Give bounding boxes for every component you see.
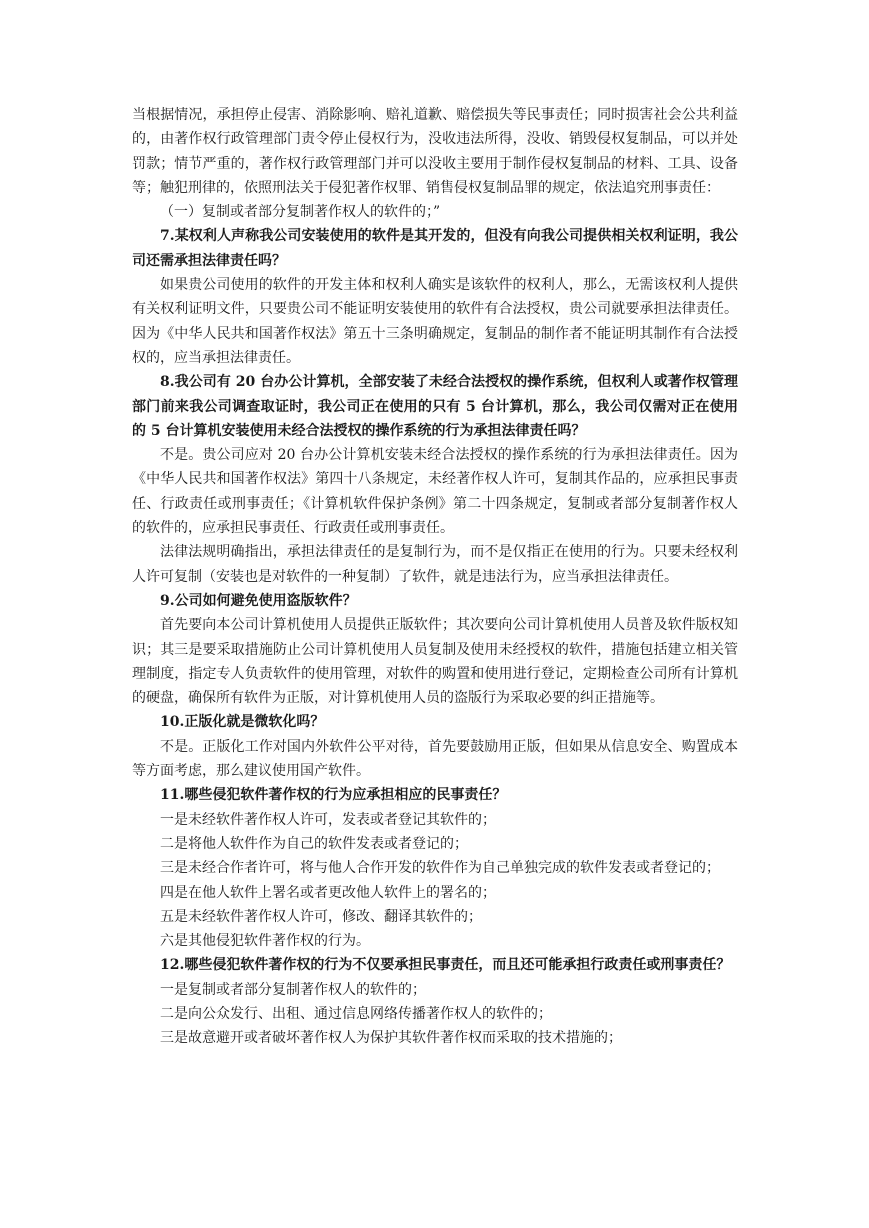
answer-8-part-1: 不是。贵公司应对 20 台办公计算机安装未经合法授权的操作系统的行为承担法律责任。因为《中华人民共和国著作权法》第四十八条规定，未经著作权人许可，复制其作品的，应承担民事责任、行政责任或刑事责任；《计算机软件保护条例》第二十四条规定，复制或者部分复制著作权人的软件的，应承担民事责任、行政责任或刑事责任。 xyxy=(132,447,738,537)
answer-11-item-2: 二是将他人软件作为自己的软件发表或者登记的； xyxy=(160,835,468,852)
answer-11-item-3: 三是未经合作者许可，将与他人合作开发的软件作为自己单独完成的软件发表或者登记的； xyxy=(160,860,720,877)
answer-11-item-6: 六是其他侵犯软件著作权的行为。 xyxy=(160,933,370,950)
question-12: 12.哪些侵犯软件著作权的行为不仅要承担民事责任，而且还可能承担行政责任或刑事责任？ xyxy=(160,957,731,974)
document-page xyxy=(132,103,738,1051)
answer-11-item-1: 一是未经软件著作权人许可，发表或者登记其软件的； xyxy=(160,811,496,828)
answer-11-item-4: 四是在他人软件上署名或者更改他人软件上的署名的； xyxy=(160,884,496,901)
answer-10: 不是。正版化工作对国内外软件公平对待，首先要鼓励用正版，但如果从信息安全、购置成本等方面考虑，那么建议使用国产软件。 xyxy=(132,738,738,780)
answer-12-item-2: 二是向公众发行、出租、通过信息网络传播著作权人的软件的； xyxy=(160,1005,552,1022)
paragraph-continuation: 当根据情况，承担停止侵害、消除影响、赔礼道歉、赔偿损失等民事责任；同时损害社会公共利益的，由著作权行政管理部门责令停止侵权行为，没收违法所得，没收、销毁侵权复制品，可以并处罚款；情节严重的，著作权行政管理部门并可以没收主要用于制作侵权复制品的材料、工具、设备等；触犯刑律的，依照刑法关于侵犯著作权罪、销售侵权复制品罪的规定，依法追究刑事责任： xyxy=(132,107,738,196)
question-8: 8.我公司有 20 台办公计算机，全部安装了未经合法授权的操作系统，但权利人或著作权管理部门前来我公司调查取证时，我公司正在使用的只有 5 台计算机，那么，我公司仅需对正在使用的 5 台计算机安装使用未经合法授权的操作系统的行为承担法律责任吗？ xyxy=(132,374,738,439)
answer-12-item-1: 一是复制或者部分复制著作权人的软件的； xyxy=(160,981,426,998)
question-11: 11.哪些侵犯软件著作权的行为应承担相应的民事责任？ xyxy=(160,787,507,804)
answer-9: 首先要向本公司计算机使用人员提供正版软件；其次要向公司计算机使用人员普及软件版权知识；其三是要采取措施防止公司计算机使用人员复制及使用未经授权的软件，措施包括建立相关管理制度，指定专人负责软件的使用管理，对软件的购置和使用进行登记，定期检查公司所有计算机的硬盘，确保所有软件为正版，对计算机使用人员的盗版行为采取必要的纠正措施等。 xyxy=(132,617,738,707)
answer-12-item-3: 三是故意避开或者破坏著作权人为保护其软件著作权而采取的技术措施的； xyxy=(160,1030,622,1047)
question-7: 7.某权利人声称我公司安装使用的软件是其开发的，但没有向我公司提供相关权利证明，我公司还需承担法律责任吗？ xyxy=(132,228,738,269)
paragraph-clause-1: （一）复制或者部分复制著作权人的软件的；” xyxy=(160,204,441,221)
answer-11-item-5: 五是未经软件著作权人许可，修改、翻译其软件的； xyxy=(160,908,482,925)
answer-8-part-2: 法律法规明确指出，承担法律责任的是复制行为，而不是仅指正在使用的行为。只要未经权利人许可复制（安装也是对软件的一种复制）了软件，就是违法行为，应当承担法律责任。 xyxy=(132,544,738,585)
question-10: 10.正版化就是微软化吗？ xyxy=(160,714,325,731)
question-9: 9.公司如何避免使用盗版软件？ xyxy=(160,592,357,609)
answer-7: 如果贵公司使用的软件的开发主体和权利人确实是该软件的权利人，那么，无需该权利人提供有关权利证明文件，只要贵公司不能证明安装使用的软件有合法授权，贵公司就要承担法律责任。因为《中华人民共和国著作权法》第五十三条明确规定，复制品的制作者不能证明其制作有合法授权的，应当承担法律责任。 xyxy=(132,277,738,366)
